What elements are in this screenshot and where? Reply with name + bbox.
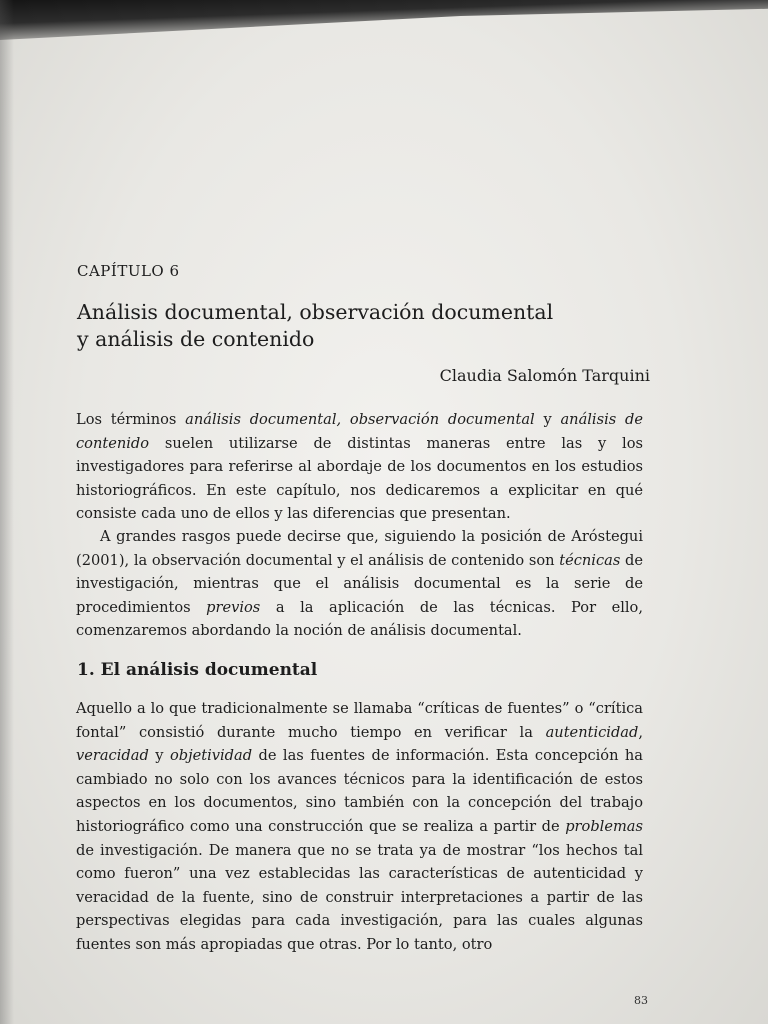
chapter-author: Claudia Salomón Tarquini <box>439 366 650 385</box>
italic-term: análisis documental, observación documental <box>185 411 535 428</box>
chapter-label: CAPÍTULO 6 <box>77 262 180 280</box>
text-run: a la aplicación de las técnicas. Por ello, comenzaremos abordando la noción de análisis documental. <box>76 598 643 640</box>
body-paragraph <box>76 697 643 957</box>
chapter-title <box>77 299 677 353</box>
body-paragraph <box>76 525 643 643</box>
italic-term: previos <box>206 598 261 616</box>
italic-term: técnicas <box>559 551 621 569</box>
scan-edge-shadow <box>0 0 768 40</box>
text-run: de investigación, mientras que el análisis documental es la serie de procedimientos <box>76 551 643 616</box>
italic-term: veracidad <box>76 747 149 765</box>
text-run: Los términos <box>76 411 186 428</box>
italic-term: problemas <box>565 817 643 835</box>
chapter-title-line: y análisis de contenido <box>77 327 315 351</box>
page-fold-shadow <box>0 0 14 1024</box>
text-run: de las fuentes de información. Esta concepción ha cambiado no solo con los avances técnicos para la identificación de estos aspectos en los documentos, sino también con la concepción del trabajo historiográfico como una construcción que se realiza a partir de <box>76 747 644 835</box>
text-run: de investigación. De manera que no se trata ya de mostrar “los hechos tal como fueron” una vez establecidas las características de autenticidad y veracidad de la fuente, sino de construir interpretaciones a partir de las perspectivas elegidas para cada investigación, para las cuales algunas fuentes son más apropiadas que otras. Por lo tanto, otro <box>76 841 643 953</box>
italic-term: autenticidad <box>545 723 639 741</box>
section-heading: 1. El análisis documental <box>77 660 318 680</box>
italic-term: análisis de contenido <box>76 411 643 452</box>
text-run: Aquello a lo que tradicionalmente se llamaba “críticas de fuentes” o “crítica fontal” consistió durante mucho tiempo en verificar la <box>76 700 643 741</box>
text-run: y <box>148 747 170 765</box>
text-run: suelen utilizarse de distintas maneras entre las y los investigadores para referirse al abordaje de los documentos en los estudios historiográficos. En este capítulo, nos dedicaremos a explicitar en qué consiste cada uno de ellos y las diferencias que presentan. <box>76 434 643 523</box>
page-number: 83 <box>634 994 648 1007</box>
body-paragraph <box>76 408 643 526</box>
text-run: , <box>638 723 643 741</box>
text-run: A grandes rasgos puede decirse que, siguiendo la posición de Aróstegui (2001), la observación documental y el análisis de contenido son <box>76 528 643 569</box>
italic-term: objetividad <box>169 747 253 765</box>
text-run: y <box>534 411 561 428</box>
chapter-title-line: Análisis documental, observación documental <box>77 300 554 324</box>
